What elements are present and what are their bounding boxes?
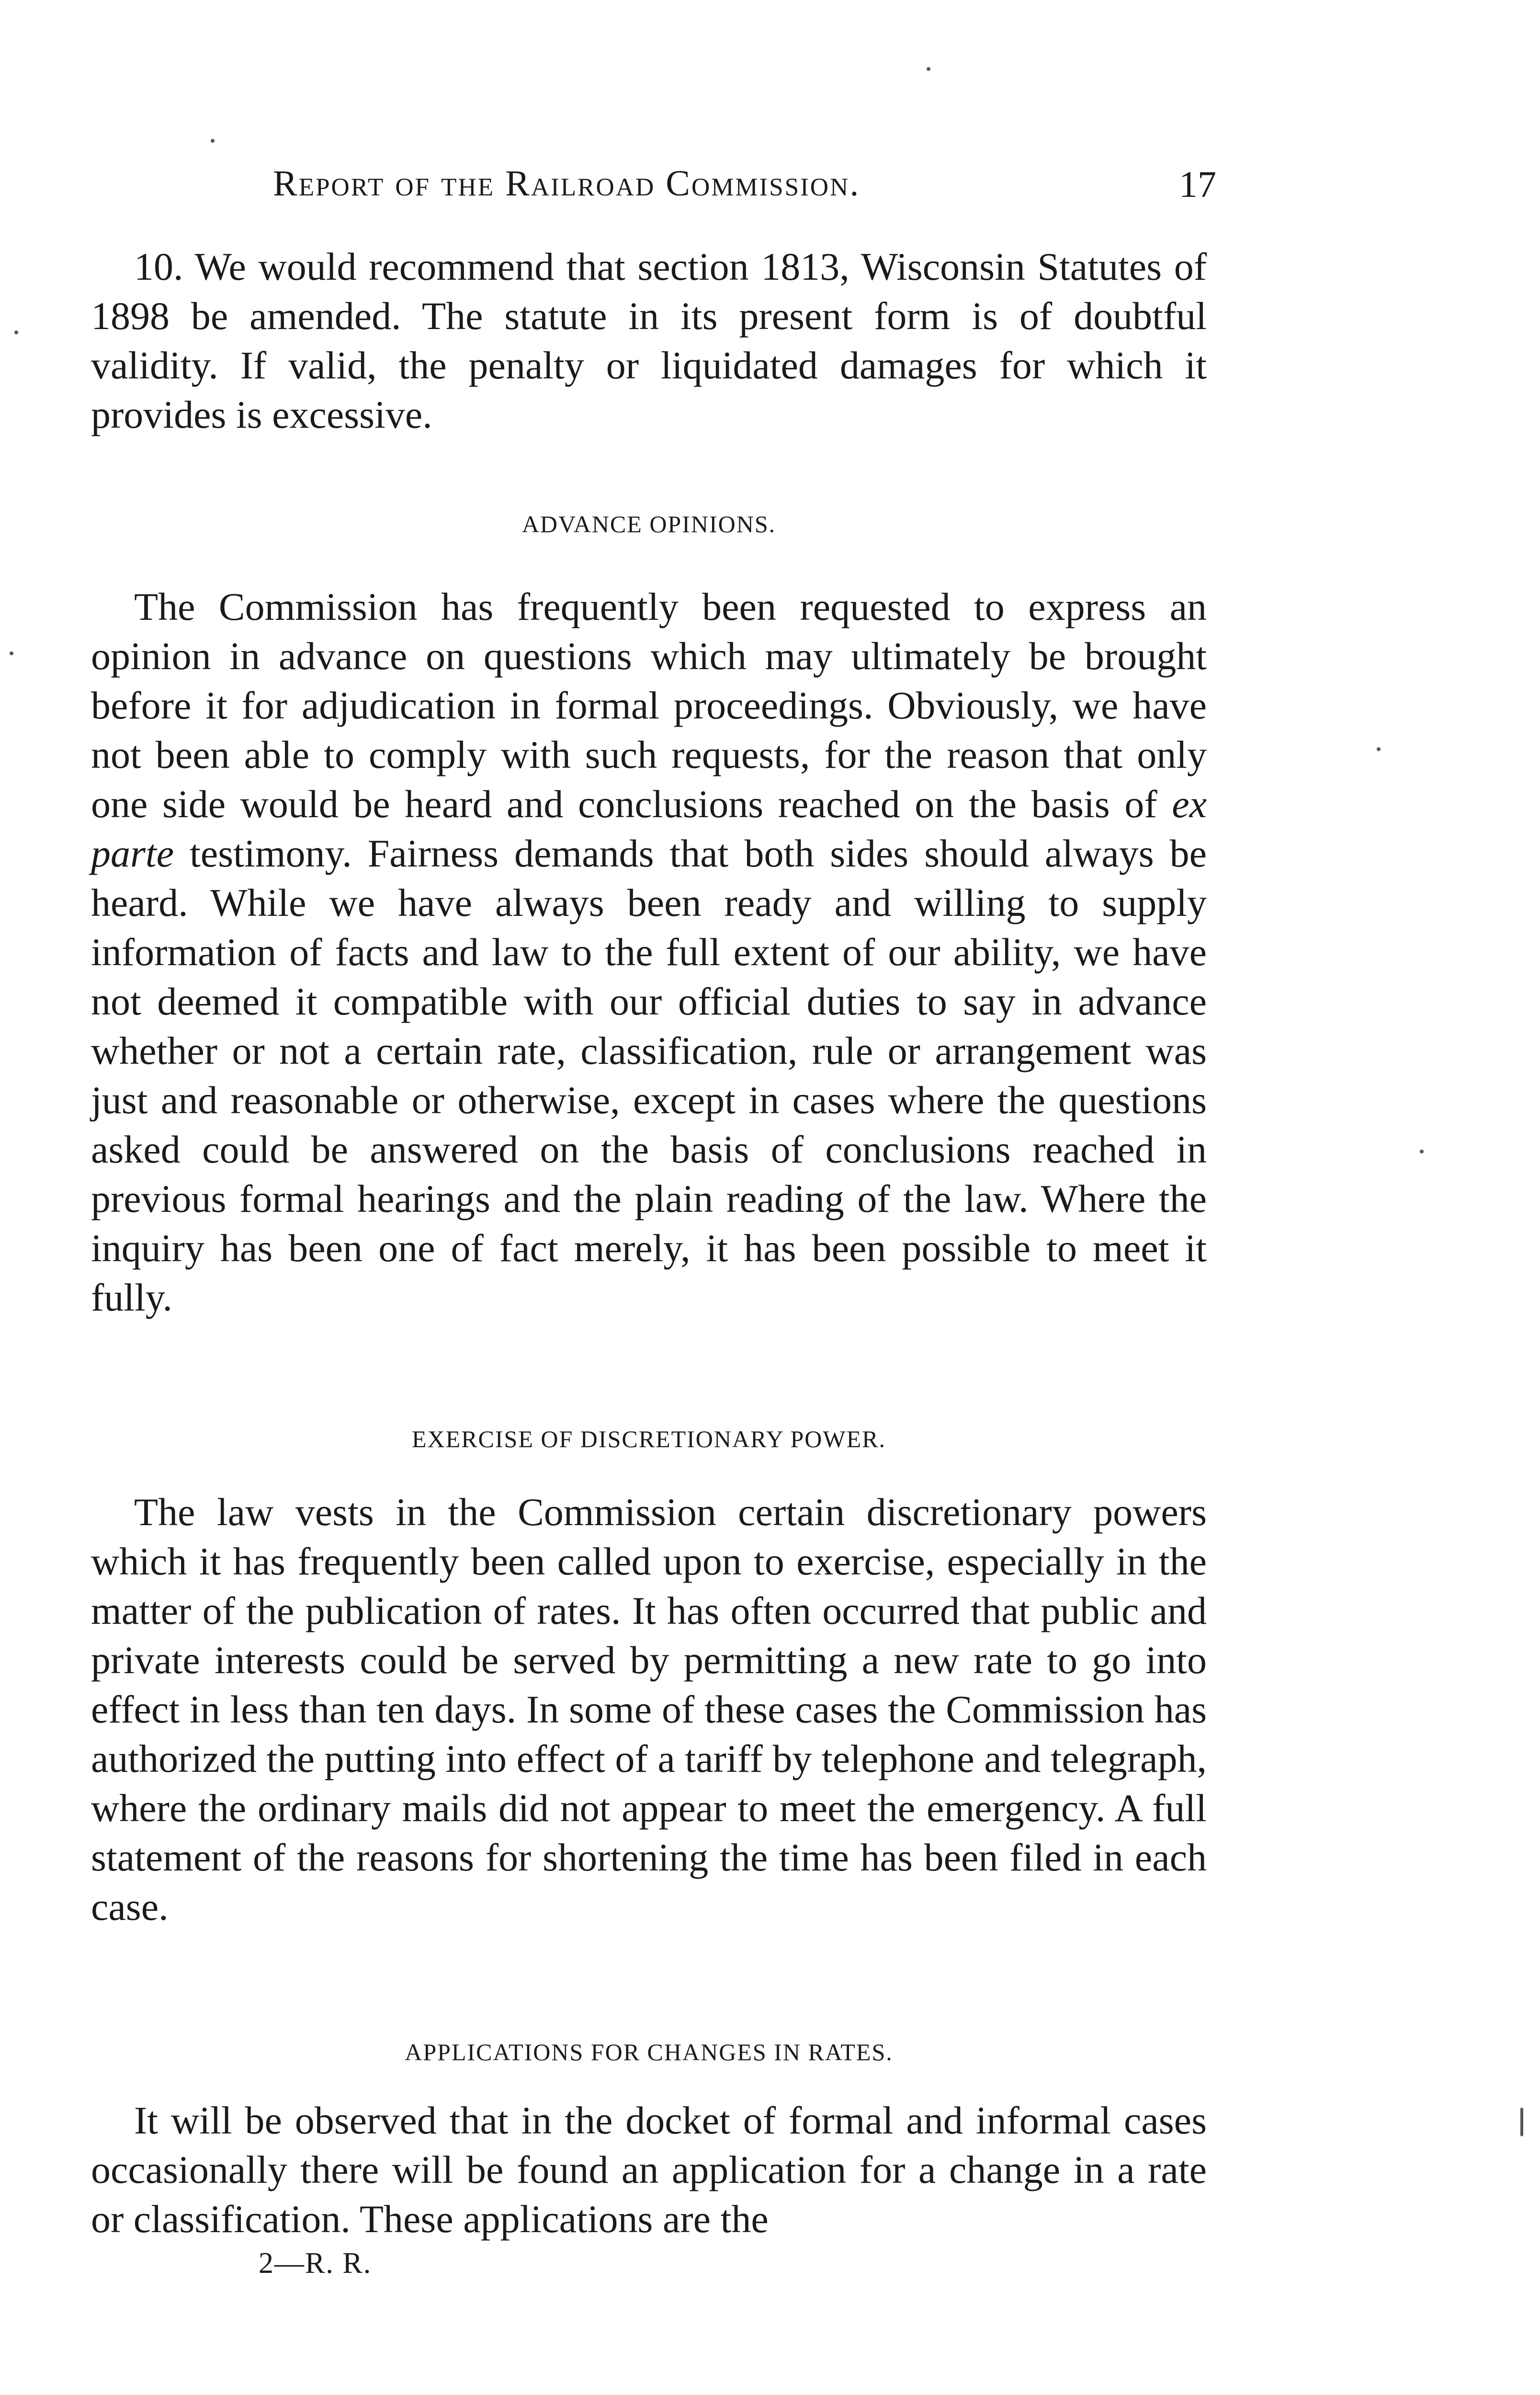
running-title: Report of the Railroad Commission. bbox=[273, 163, 861, 204]
paper-speck bbox=[10, 651, 13, 655]
paper-speck bbox=[14, 331, 18, 334]
heading-discretionary-power: EXERCISE OF DISCRETIONARY POWER. bbox=[412, 1426, 886, 1452]
discretionary-power-paragraph: The law vests in the Commission certain discretionary powers which it has frequently been called upon to exercise, especially in the matter of the publication of rates. It has often occurred that public and private interests could be served by permitting a new rate to go into effect in less than ten days. In some of these cases the Commission has authorized the putting into effect of a tariff by telephone and telegraph, where the ordinary mails did not appear to meet the emergency. A full statement of the reasons for shortening the time has been filed in each case. bbox=[91, 1490, 1207, 1928]
running-head bbox=[273, 163, 1216, 216]
applications-paragraph: It will be observed that in the docket of formal and informal cases occasionally there will be found an application for a change in a rate or classification. These applications are the bbox=[91, 2098, 1207, 2241]
heading-applications-for-changes: APPLICATIONS FOR CHANGES IN RATES. bbox=[405, 2039, 893, 2065]
paper-speck bbox=[211, 139, 215, 143]
paper-speck bbox=[1420, 1150, 1424, 1153]
page-number: 17 bbox=[1179, 163, 1216, 205]
recommendation-paragraph: 10. We would recommend that section 1813, Wisconsin Statutes of 1898 be amended. The statute in its present form is of doubtful validity. If valid, the penalty or liquidated damages for which it provides is excessive. bbox=[91, 245, 1207, 436]
signature-mark: 2—R. R. bbox=[259, 2247, 372, 2280]
paper-speck bbox=[1377, 747, 1381, 751]
heading-advance-opinions: ADVANCE OPINIONS. bbox=[521, 511, 776, 537]
advance-opinions-paragraph bbox=[91, 582, 1207, 1322]
advance-opinions-text-start: The Commission has frequently been requested to express an opinion in advance on questions which may ultimately be brought before it for adjudication in formal proceedings. Obviously, we have not been able to comply with such requests, for the reason that only one side would be heard and conclusions reached on the basis of bbox=[91, 585, 1207, 826]
paper-speck bbox=[927, 67, 930, 71]
advance-opinions-text-end: testimony. Fairness demands that both sides should always be heard. While we have always been ready and willing to supply information of facts and law to the full extent of our ability, we have not deemed it compatible with our official duties to say in advance whether or not a certain rate, classification, rule or arrangement was just and reasonable or otherwise, except in cases where the questions asked could be answered on the basis of conclusions reached in previous formal hearings and the plain reading of the law. Where the inquiry has been one of fact merely, it has been possible to meet it fully. bbox=[91, 832, 1207, 1319]
paper-speck bbox=[1520, 2108, 1523, 2136]
italic-term: ex parte bbox=[91, 782, 1207, 875]
